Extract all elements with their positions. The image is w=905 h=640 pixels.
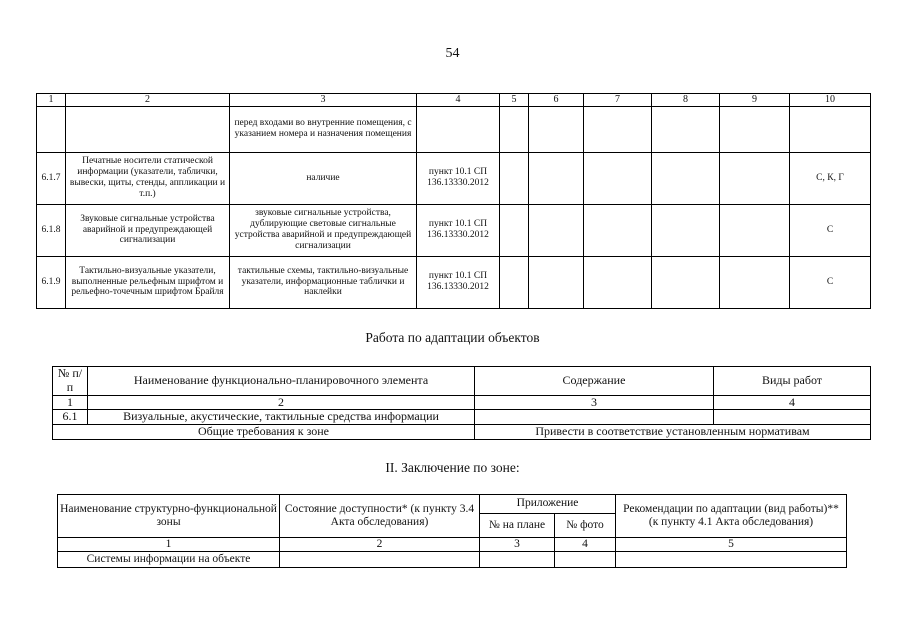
table-row — [37, 256, 871, 308]
header-content: Содержание — [475, 367, 714, 396]
row-content — [475, 410, 714, 425]
col-number: 1 — [58, 538, 280, 552]
row-number: 6.1 — [53, 410, 88, 425]
zone-requirements-value: Привести в соответствие установленным нормативам — [475, 425, 871, 440]
item-reference — [417, 106, 500, 152]
column-number-row — [37, 94, 871, 107]
header-num: № п/п — [53, 367, 88, 396]
table-row — [37, 204, 871, 256]
table-row — [58, 552, 847, 568]
col-number: 1 — [53, 395, 88, 410]
header-plan-number: № на плане — [480, 514, 555, 538]
item-reference: пункт 10.1 СП 136.13330.2012 — [417, 204, 500, 256]
adaptation-table — [52, 366, 871, 440]
col-number: 3 — [230, 94, 417, 107]
item-number: 6.1.7 — [37, 152, 66, 204]
cell-5 — [500, 256, 529, 308]
header-row — [58, 495, 847, 514]
cell-5 — [500, 152, 529, 204]
table-row — [37, 106, 871, 152]
zone-requirements-label: Общие требования к зоне — [53, 425, 475, 440]
table-row — [53, 410, 871, 425]
col-number: 2 — [66, 94, 230, 107]
col-number: 5 — [500, 94, 529, 107]
cell-9 — [720, 152, 790, 204]
item-number — [37, 106, 66, 152]
cell-9 — [720, 204, 790, 256]
header-types: Виды работ — [714, 367, 871, 396]
cell-6 — [529, 106, 584, 152]
row-types — [714, 410, 871, 425]
cell-5 — [500, 106, 529, 152]
cell-6 — [529, 256, 584, 308]
item-content: тактильные схемы, тактильно-визуальные указатели, информационные таблички и наклейки — [230, 256, 417, 308]
item-name: Звуковые сигнальные устройства аварийной и предупреждающей сигнализации — [66, 204, 230, 256]
table-row — [37, 152, 871, 204]
zone-state — [280, 552, 480, 568]
cell-7 — [584, 256, 652, 308]
item-number: 6.1.8 — [37, 204, 66, 256]
col-number: 1 — [37, 94, 66, 107]
col-number: 9 — [720, 94, 790, 107]
page-number: 54 — [445, 46, 460, 61]
zone-photo-number — [555, 552, 616, 568]
cell-9 — [720, 256, 790, 308]
cell-10: С, К, Г — [790, 152, 871, 204]
zone-name: Системы информации на объекте — [58, 552, 280, 568]
col-number: 6 — [529, 94, 584, 107]
column-number-row — [58, 538, 847, 552]
header-state: Состояние доступности* (к пункту 3.4 Акта обследования) — [280, 495, 480, 538]
header-row — [53, 367, 871, 396]
cell-7 — [584, 106, 652, 152]
cell-8 — [652, 152, 720, 204]
cell-7 — [584, 152, 652, 204]
conclusion-table — [57, 494, 847, 568]
item-name: Тактильно-визуальные указатели, выполненные рельефным шрифтом и рельефно-точечным шрифтом Брайля — [66, 256, 230, 308]
header-appendix: Приложение — [480, 495, 616, 514]
col-number: 8 — [652, 94, 720, 107]
item-name — [66, 106, 230, 152]
cell-8 — [652, 256, 720, 308]
col-number: 3 — [480, 538, 555, 552]
zone-plan-number — [480, 552, 555, 568]
col-number: 4 — [555, 538, 616, 552]
cell-9 — [720, 106, 790, 152]
header-recommendations: Рекомендации по адаптации (вид работы)** (к пункту 4.1 Акта обследования) — [616, 495, 847, 538]
col-number: 2 — [88, 395, 475, 410]
header-photo-number: № фото — [555, 514, 616, 538]
header-name: Наименование функционально-планировочного элемента — [88, 367, 475, 396]
footer-row — [53, 425, 871, 440]
cell-5 — [500, 204, 529, 256]
item-name: Печатные носители статической информации (указатели, таблички, вывески, щиты, стенды, аппликации и т.п.) — [66, 152, 230, 204]
cell-6 — [529, 152, 584, 204]
cell-7 — [584, 204, 652, 256]
item-reference: пункт 10.1 СП 136.13330.2012 — [417, 152, 500, 204]
cell-10 — [790, 106, 871, 152]
cell-8 — [652, 106, 720, 152]
col-number: 10 — [790, 94, 871, 107]
row-name: Визуальные, акустические, тактильные средства информации — [88, 410, 475, 425]
item-content: перед входами во внутренние помещения, с указанием номера и назначения помещения — [230, 106, 417, 152]
item-reference: пункт 10.1 СП 136.13330.2012 — [417, 256, 500, 308]
cell-6 — [529, 204, 584, 256]
col-number: 7 — [584, 94, 652, 107]
item-content: звуковые сигнальные устройства, дублирующие световые сигнальные устройства аварийной и предупреждающей сигнализации — [230, 204, 417, 256]
item-content: наличие — [230, 152, 417, 204]
section-title-adaptation: Работа по адаптации объектов — [365, 330, 540, 345]
item-number: 6.1.9 — [37, 256, 66, 308]
col-number: 3 — [475, 395, 714, 410]
zone-recommendation — [616, 552, 847, 568]
header-zone: Наименование структурно-функциональной зоны — [58, 495, 280, 538]
col-number: 2 — [280, 538, 480, 552]
cell-10: С — [790, 256, 871, 308]
inspection-table — [36, 93, 871, 309]
col-number: 5 — [616, 538, 847, 552]
section-title-conclusion: II. Заключение по зоне: — [385, 460, 520, 475]
cell-10: С — [790, 204, 871, 256]
col-number: 4 — [714, 395, 871, 410]
column-number-row — [53, 395, 871, 410]
col-number: 4 — [417, 94, 500, 107]
cell-8 — [652, 204, 720, 256]
